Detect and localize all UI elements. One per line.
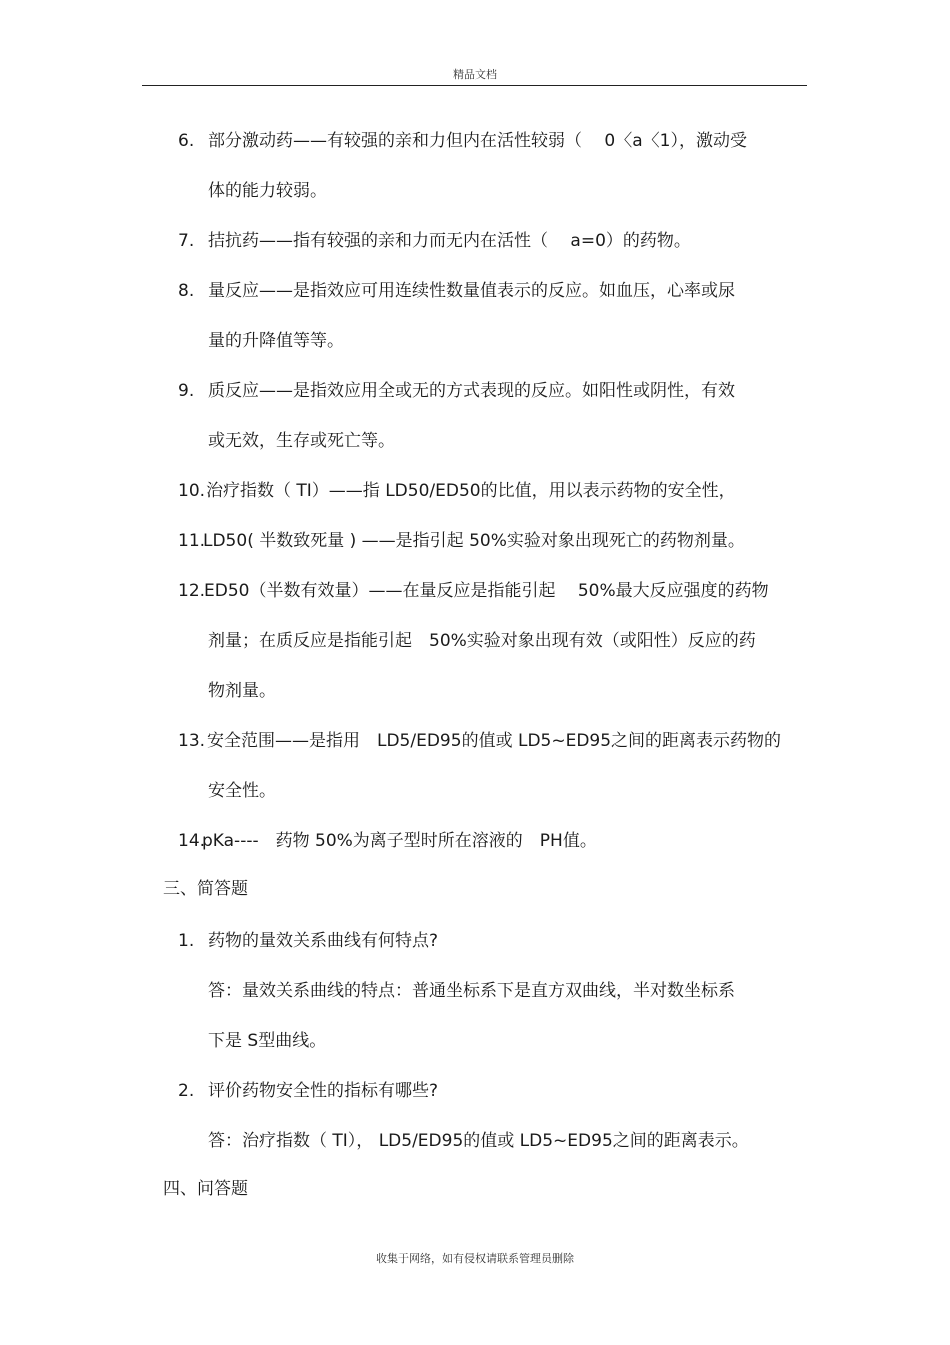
- item-number: 10.: [178, 481, 206, 501]
- item-number: 12.: [178, 581, 206, 601]
- item-number: 11.: [178, 531, 206, 551]
- question-text: 评价药物安全性的指标有哪些?: [208, 1081, 439, 1101]
- item-line: 部分激动药——有较强的亲和力但内在活性较弱（ 0〈a〈1），激动受: [208, 131, 747, 151]
- item-number: 7.: [178, 231, 195, 251]
- item-line: LD50( 半数致死量 ) ——是指引起 50%实验对象出现死亡的药物剂量。: [203, 531, 745, 551]
- question-text: 药物的量效关系曲线有何特点?: [208, 931, 439, 951]
- item-line: 治疗指数（ TI）——指 LD50/ED50的比值，用以表示药物的安全性，: [206, 481, 736, 501]
- page-header-title: 精品文档: [453, 68, 497, 81]
- item-number: 6.: [178, 131, 195, 151]
- item-line: 安全性。: [208, 781, 276, 801]
- item-line: ED50（半数有效量）——在量反应是指能引起 50%最大反应强度的药物: [204, 581, 769, 601]
- item-number: 14.: [178, 831, 206, 851]
- page-footer: 收集于网络，如有侵权请联系管理员删除: [376, 1252, 574, 1265]
- item-line: pKa---- 药物 50%为离子型时所在溶液的 PH值。: [202, 831, 597, 851]
- item-line: 拮抗药——指有较强的亲和力而无内在活性（ a=0）的药物。: [208, 231, 691, 251]
- item-line: 或无效，生存或死亡等。: [208, 431, 395, 451]
- item-line: 物剂量。: [208, 681, 276, 701]
- item-line: 剂量；在质反应是指能引起 50%实验对象出现有效（或阳性）反应的药: [208, 631, 756, 651]
- answer-line: 答：量效关系曲线的特点：普通坐标系下是直方双曲线，半对数坐标系: [208, 981, 735, 1001]
- item-line: 量的升降值等等。: [208, 331, 344, 351]
- item-line: 质反应——是指效应用全或无的方式表现的反应。如阳性或阴性，有效: [208, 381, 735, 401]
- section-title: 三、简答题: [163, 879, 248, 899]
- item-number: 13.: [178, 731, 206, 751]
- item-line: 体的能力较弱。: [208, 181, 327, 201]
- item-line: 安全范围——是指用 LD5/ED95的值或 LD5~ED95之间的距离表示药物的: [207, 731, 782, 751]
- section-title: 四、问答题: [163, 1179, 248, 1199]
- answer-line: 下是 S型曲线。: [208, 1031, 327, 1051]
- item-number: 9.: [178, 381, 195, 401]
- question-number: 2.: [178, 1081, 195, 1101]
- item-number: 8.: [178, 281, 195, 301]
- answer-line: 答：治疗指数（ TI）， LD5/ED95的值或 LD5~ED95之间的距离表示。: [208, 1131, 749, 1151]
- item-line: 量反应——是指效应可用连续性数量值表示的反应。如血压，心率或尿: [208, 281, 735, 301]
- question-number: 1.: [178, 931, 195, 951]
- header-divider: [142, 85, 807, 86]
